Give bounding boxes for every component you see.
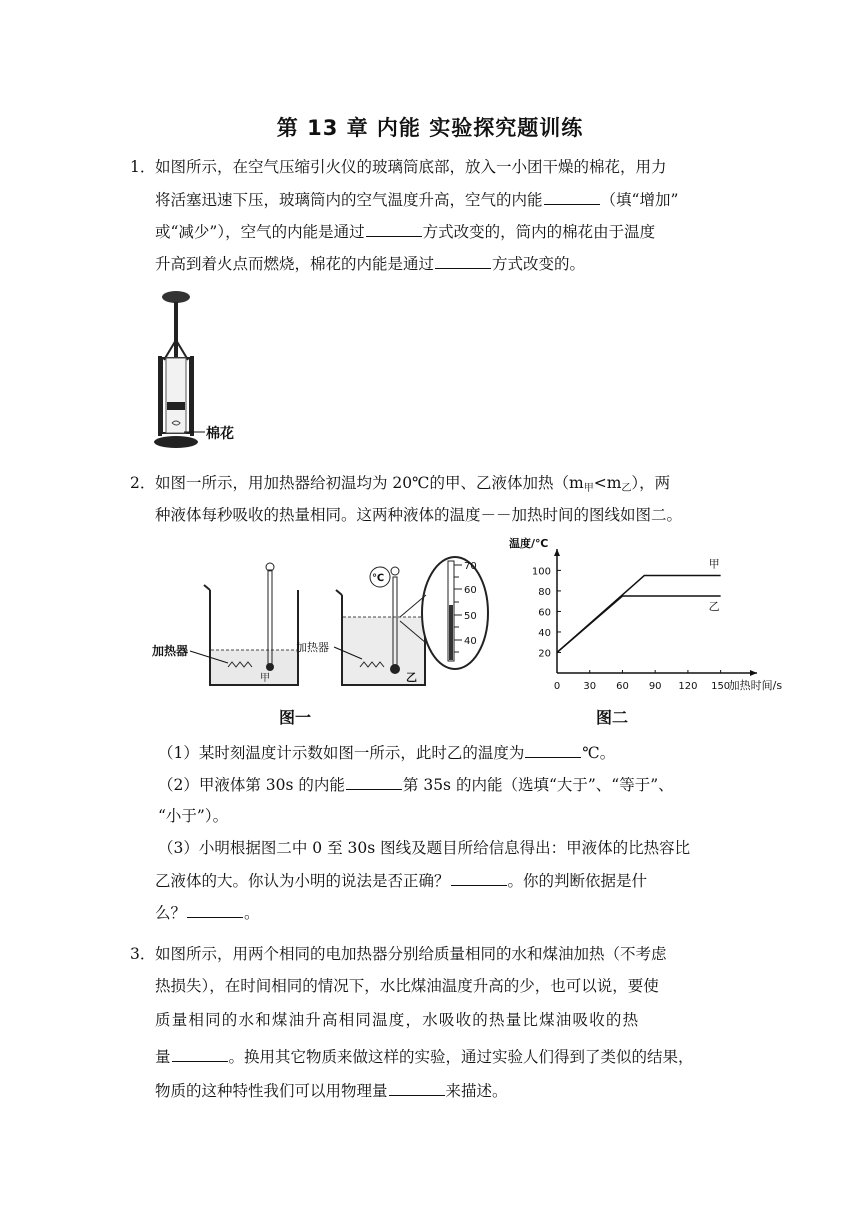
cotton-label: 棉花 xyxy=(206,426,234,442)
beaker-left-spout xyxy=(204,585,210,590)
q3-l4-text-a: 量 xyxy=(155,1048,171,1066)
series-line-1 xyxy=(557,596,721,652)
q1-line-3-text-b: 方式改变的，筒内的棉花由于温度 xyxy=(422,223,656,241)
scale-mercury xyxy=(449,605,453,660)
q3-l5-text-a: 物质的这种特性我们可以用物理量 xyxy=(155,1082,388,1100)
page-title: 第 13 章 内能 实验探究题训练 xyxy=(276,116,584,140)
y-tick-label: 80 xyxy=(538,586,551,598)
q3-l4-text-b: 。换用其它物质来做这样的实验，通过实验人们得到了类似的结果， xyxy=(228,1048,694,1066)
q2-sub-2-line xyxy=(158,774,674,795)
q2-blank-4[interactable] xyxy=(187,902,243,918)
y-tick-label: 40 xyxy=(538,627,551,639)
q2-s3-text-e: 。 xyxy=(244,904,260,922)
x-tick-label: 60 xyxy=(616,681,629,692)
q1-line-2 xyxy=(155,189,678,210)
x-tick-label: 150 xyxy=(711,681,731,692)
q3-line-5 xyxy=(155,1080,508,1101)
q1-line-1: 如图所示，在空气压缩引火仪的玻璃筒底部，放入一小团干燥的棉花，用力 xyxy=(155,158,667,176)
liquid-yi-label: 乙 xyxy=(406,671,417,684)
beaker-right-spout xyxy=(336,590,342,595)
frame-left xyxy=(158,356,162,436)
q3-l5-text-b: 来描述。 xyxy=(445,1082,508,1100)
heater-label-right: 加热器 xyxy=(296,641,329,654)
x-axis-label: 加热时间/s xyxy=(728,679,783,692)
thermometer-right-top xyxy=(391,567,399,575)
base-plate xyxy=(154,436,198,448)
q2-sub-2: 乙 xyxy=(621,483,632,494)
q3-line-4 xyxy=(155,1046,694,1067)
series-line-0 xyxy=(557,576,721,653)
scale-label-70: 70 xyxy=(464,561,477,572)
q2-sub-2-line-2: “小于”）。 xyxy=(158,807,229,825)
glass-tube-inner xyxy=(166,358,186,433)
thermometer-right-bulb xyxy=(390,664,400,674)
q1-line-4 xyxy=(155,253,585,274)
q1-blank-1[interactable] xyxy=(544,189,600,205)
frame-right xyxy=(190,356,194,436)
q3-blank-2[interactable] xyxy=(389,1080,445,1096)
q1-blank-3[interactable] xyxy=(435,253,491,269)
q1-line-4-text-a: 升高到着火点而燃烧，棉花的内能是通过 xyxy=(155,255,435,273)
q2-s2-text-a: （2）甲液体第 30s 的内能 xyxy=(158,776,345,794)
q2-sub-3-line: （3）小明根据图二中 0 至 30s 图线及题目所给信息得出：甲液体的比热容比 xyxy=(158,839,691,857)
scale-label-50: 50 xyxy=(464,611,477,622)
piston-rod xyxy=(174,302,178,362)
y-tick-label: 20 xyxy=(538,648,551,660)
q1-number: 1． xyxy=(130,158,156,176)
celsius-label: ℃ xyxy=(372,573,385,584)
q1-line-2-text-b: （填“增加” xyxy=(600,191,679,209)
y-tick-label: 60 xyxy=(538,607,551,619)
q2-blank-3[interactable] xyxy=(451,870,507,886)
q3-blank-1[interactable] xyxy=(172,1046,228,1062)
liquid-jia xyxy=(211,650,297,684)
piston-knob xyxy=(162,291,190,303)
q2-sub-1: 甲 xyxy=(583,483,594,494)
heater-label-left: 加热器 xyxy=(152,644,189,658)
scale-label-40: 40 xyxy=(464,636,477,647)
q2-s2-text-b: 第 35s 的内能（选填“大于”、“等于”、 xyxy=(402,776,674,794)
q2-line-1-text-b: <m xyxy=(593,474,622,492)
q1-line-2-text-a: 将活塞迅速下压，玻璃筒内的空气温度升高，空气的内能 xyxy=(155,191,543,209)
q3-number: 3． xyxy=(130,945,156,963)
x-tick-label: 30 xyxy=(583,681,597,692)
q2-s3-text-d: 么？ xyxy=(155,904,187,922)
fire-piston-figure xyxy=(150,290,260,455)
q1-blank-2[interactable] xyxy=(366,221,422,237)
q2-number: 2． xyxy=(130,474,156,492)
q2-sub-3-line-3 xyxy=(155,902,260,923)
beakers-figure xyxy=(150,555,495,700)
q2-line-1-text-c: ），两 xyxy=(631,474,671,492)
q2-blank-1[interactable] xyxy=(525,742,581,758)
q1-line-3-text-a: 或“减少”），空气的内能是通过 xyxy=(155,223,365,241)
liquid-jia-label: 甲 xyxy=(260,673,270,684)
series-label-0: 甲 xyxy=(708,557,720,571)
y-tick-label: 100 xyxy=(531,566,551,578)
figure-2-caption: 图二 xyxy=(596,708,629,727)
scale-label-60: 60 xyxy=(464,585,477,596)
q2-sub-1-line xyxy=(158,742,615,763)
q3-line-1: 如图所示，用两个相同的电加热器分别给质量相同的水和煤油加热（不考虑 xyxy=(155,945,667,963)
y-axis-label: 温度/℃ xyxy=(509,537,549,550)
q2-s1-text-a: （1）某时刻温度计示数如图一所示，此时乙的温度为 xyxy=(158,744,525,762)
x-tick-label: 90 xyxy=(648,681,662,692)
x-axis-arrow xyxy=(750,670,757,676)
q2-s3-text-b: 乙液体的大。你认为小明的说法是否正确？ xyxy=(155,872,450,890)
series-label-1: 乙 xyxy=(708,600,720,614)
thermometer-left-bulb xyxy=(266,663,274,671)
q1-line-4-text-b: 方式改变的。 xyxy=(492,255,586,273)
q2-line-1-text-a: 如图一所示，用加热器给初温均为 20℃的甲、乙液体加热（m xyxy=(155,474,584,492)
q3-line-2: 热损失），在时间相同的情况下，水比煤油温度升高的少，也可以说，要使 xyxy=(155,977,659,995)
q2-line-2: 种液体每秒吸收的热量相同。这两种液体的温度－－加热时间的图线如图二。 xyxy=(155,506,683,524)
y-axis-arrow xyxy=(554,549,560,556)
q3-line-3: 质量相同的水和煤油升高相同温度，水吸收的热量比煤油吸收的热 xyxy=(155,1011,640,1029)
piston-head xyxy=(167,402,185,410)
q2-blank-2[interactable] xyxy=(346,774,402,790)
temperature-time-chart xyxy=(505,535,783,700)
q2-s3-text-c: 。你的判断依据是什 xyxy=(507,872,648,890)
figure-1-caption: 图一 xyxy=(279,708,312,727)
x-tick-label: 0 xyxy=(553,681,561,692)
q2-sub-3-line-2 xyxy=(155,870,647,891)
q1-line-3 xyxy=(155,221,655,242)
q2-s1-text-b: ℃。 xyxy=(582,744,616,762)
x-tick-label: 120 xyxy=(678,681,698,692)
q2-line-1 xyxy=(155,473,670,499)
